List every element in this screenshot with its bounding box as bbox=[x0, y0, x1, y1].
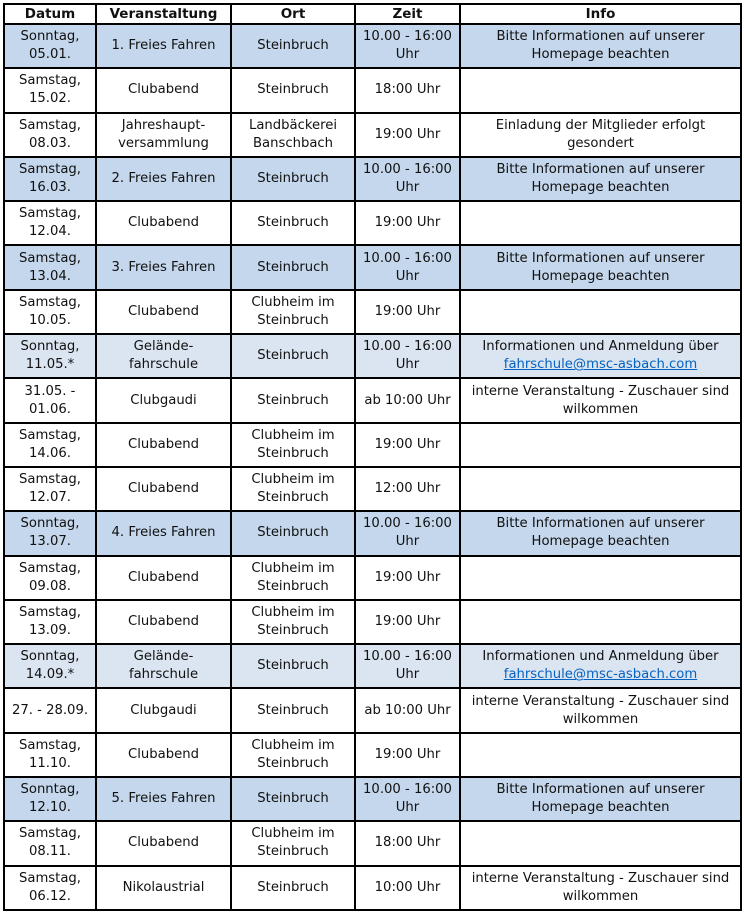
info-text: Informationen und Anmeldung über bbox=[482, 339, 719, 355]
ort-cell bbox=[231, 556, 355, 600]
datum-text: 15.02. bbox=[29, 91, 71, 107]
veranstaltung-cell bbox=[96, 113, 231, 157]
zeit-text: 12:00 Uhr bbox=[374, 481, 441, 497]
datum-text: 13.04. bbox=[29, 268, 71, 284]
ort-cell bbox=[231, 821, 355, 865]
datum-text: Samstag, bbox=[19, 427, 81, 443]
table-row bbox=[4, 290, 741, 334]
datum-cell bbox=[4, 866, 96, 910]
table-row bbox=[4, 68, 741, 112]
veranstaltung-text: Jahreshaupt- bbox=[121, 117, 206, 133]
zeit-cell bbox=[355, 378, 460, 422]
veranstaltung-text: Clubabend bbox=[128, 835, 199, 851]
zeit-cell bbox=[355, 866, 460, 910]
info-cell bbox=[460, 24, 741, 68]
datum-cell bbox=[4, 644, 96, 688]
datum-text: 05.01. bbox=[29, 47, 71, 63]
info-text: Bitte Informationen auf unserer bbox=[496, 782, 705, 798]
table-row bbox=[4, 733, 741, 777]
veranstaltung-cell bbox=[96, 733, 231, 777]
event-rows bbox=[4, 24, 741, 910]
header-info: Info bbox=[460, 4, 741, 24]
veranstaltung-text: 2. Freies Fahren bbox=[111, 171, 216, 187]
header-row bbox=[4, 4, 741, 24]
zeit-cell bbox=[355, 201, 460, 245]
ort-cell bbox=[231, 378, 355, 422]
veranstaltung-text: Clubabend bbox=[128, 614, 199, 629]
info-text: interne Veranstaltung - Zuschauer sind bbox=[471, 870, 730, 886]
table-row bbox=[4, 201, 741, 245]
zeit-text: 18:00 Uhr bbox=[374, 835, 441, 851]
info-cell bbox=[460, 600, 741, 644]
info-cell bbox=[460, 68, 741, 112]
datum-text: 08.03. bbox=[29, 135, 71, 151]
info-cell bbox=[460, 157, 741, 201]
zeit-cell bbox=[355, 600, 460, 644]
datum-text: Sonntag, bbox=[20, 29, 80, 45]
info-text: Homepage beachten bbox=[531, 534, 670, 550]
ort-text: Clubheim im bbox=[251, 560, 335, 576]
datum-text: 27. - 28.09. bbox=[11, 702, 89, 718]
zeit-cell bbox=[355, 467, 460, 511]
table-row bbox=[4, 688, 741, 732]
datum-text: 16.03. bbox=[29, 180, 71, 196]
datum-text: 31.05. - bbox=[24, 383, 76, 399]
zeit-text: 10.00 - 16:00 bbox=[363, 782, 452, 798]
zeit-text: ab 10:00 Uhr bbox=[364, 702, 451, 718]
datum-cell bbox=[4, 24, 96, 68]
veranstaltung-text: Clubabend bbox=[128, 82, 199, 98]
ort-cell bbox=[231, 334, 355, 378]
datum-cell bbox=[4, 290, 96, 334]
info-text: Informationen und Anmeldung über bbox=[482, 649, 719, 665]
ort-text: Steinbruch bbox=[257, 82, 329, 98]
ort-text: Steinbruch bbox=[257, 623, 329, 638]
ort-text: Clubheim im bbox=[251, 472, 335, 488]
table-row bbox=[4, 423, 741, 467]
info-cell bbox=[460, 245, 741, 289]
zeit-text: ab 10:00 Uhr bbox=[364, 392, 451, 408]
datum-cell bbox=[4, 423, 96, 467]
ort-cell bbox=[231, 201, 355, 245]
veranstaltung-cell bbox=[96, 157, 231, 201]
ort-cell bbox=[231, 245, 355, 289]
veranstaltung-cell bbox=[96, 423, 231, 467]
datum-cell bbox=[4, 113, 96, 157]
zeit-cell bbox=[355, 290, 460, 334]
info-text: Homepage beachten bbox=[531, 47, 670, 63]
ort-text: Steinbruch bbox=[257, 658, 329, 674]
datum-text: Samstag, bbox=[19, 117, 81, 133]
datum-cell bbox=[4, 777, 96, 821]
info-cell bbox=[460, 290, 741, 334]
veranstaltung-cell bbox=[96, 688, 231, 732]
info-text: Bitte Informationen auf unserer bbox=[496, 162, 705, 178]
veranstaltung-cell bbox=[96, 290, 231, 334]
ort-cell bbox=[231, 600, 355, 644]
ort-text: Steinbruch bbox=[257, 578, 329, 594]
veranstaltung-text: Clubgaudi bbox=[130, 702, 197, 718]
datum-text: 14.06. bbox=[29, 445, 71, 461]
table-row bbox=[4, 245, 741, 289]
info-text: Bitte Informationen auf unserer bbox=[496, 250, 705, 266]
table-row bbox=[4, 821, 741, 865]
zeit-text: 19:00 Uhr bbox=[374, 126, 441, 142]
table-row bbox=[4, 334, 741, 378]
veranstaltung-text: 1. Freies Fahren bbox=[111, 38, 216, 54]
table-row bbox=[4, 866, 741, 910]
zeit-text: 19:00 Uhr bbox=[374, 746, 441, 762]
info-cell bbox=[460, 334, 741, 378]
table-row bbox=[4, 644, 741, 688]
datum-text: Sonntag, bbox=[20, 782, 80, 798]
info-text: wilkommen bbox=[562, 711, 639, 727]
datum-text: Samstag, bbox=[19, 472, 81, 488]
ort-cell bbox=[231, 511, 355, 555]
veranstaltung-text: Clubabend bbox=[128, 746, 199, 762]
datum-cell bbox=[4, 511, 96, 555]
ort-cell bbox=[231, 423, 355, 467]
zeit-text: 19:00 Uhr bbox=[374, 569, 441, 585]
veranstaltung-cell bbox=[96, 245, 231, 289]
datum-text: Samstag, bbox=[19, 560, 81, 576]
ort-text: Steinbruch bbox=[257, 791, 329, 807]
zeit-cell bbox=[355, 24, 460, 68]
zeit-text: 10.00 - 16:00 bbox=[363, 162, 452, 178]
info-text: interne Veranstaltung - Zuschauer sind bbox=[471, 693, 730, 709]
ort-text: Steinbruch bbox=[257, 844, 329, 860]
datum-cell bbox=[4, 157, 96, 201]
info-cell bbox=[460, 378, 741, 422]
ort-text: Steinbruch bbox=[257, 490, 329, 506]
zeit-text: 10.00 - 16:00 bbox=[363, 339, 452, 355]
zeit-cell bbox=[355, 511, 460, 555]
zeit-cell bbox=[355, 157, 460, 201]
zeit-text: 10.00 - 16:00 bbox=[363, 29, 452, 45]
info-cell bbox=[460, 201, 741, 245]
zeit-text: Uhr bbox=[395, 800, 420, 816]
zeit-cell bbox=[355, 821, 460, 865]
datum-text: 06.12. bbox=[29, 888, 71, 904]
zeit-text: 10.00 - 16:00 bbox=[363, 250, 452, 266]
datum-cell bbox=[4, 201, 96, 245]
ort-cell bbox=[231, 866, 355, 910]
info-cell bbox=[460, 511, 741, 555]
table-row bbox=[4, 600, 741, 644]
ort-text: Steinbruch bbox=[257, 215, 329, 231]
zeit-cell bbox=[355, 644, 460, 688]
datum-text: Samstag, bbox=[19, 162, 81, 178]
ort-text: Clubheim im bbox=[251, 605, 335, 620]
veranstaltung-cell bbox=[96, 467, 231, 511]
veranstaltung-text: Clubabend bbox=[128, 569, 199, 585]
ort-cell bbox=[231, 68, 355, 112]
ort-text: Landbäckerei bbox=[248, 117, 338, 133]
zeit-text: 10.00 - 16:00 bbox=[363, 516, 452, 532]
table-row bbox=[4, 378, 741, 422]
veranstaltung-cell bbox=[96, 644, 231, 688]
table-row bbox=[4, 777, 741, 821]
datum-text: Samstag, bbox=[19, 826, 81, 842]
datum-text: Samstag, bbox=[19, 250, 81, 266]
info-cell bbox=[460, 777, 741, 821]
veranstaltung-text: Gelände- bbox=[133, 339, 194, 355]
info-text: Homepage beachten bbox=[531, 180, 670, 196]
ort-cell bbox=[231, 290, 355, 334]
veranstaltung-cell bbox=[96, 556, 231, 600]
datum-cell bbox=[4, 733, 96, 777]
veranstaltung-cell bbox=[96, 24, 231, 68]
event-schedule-table bbox=[3, 3, 742, 911]
ort-text: Steinbruch bbox=[257, 702, 329, 718]
ort-text: Banschbach bbox=[252, 135, 334, 151]
info-text: Homepage beachten bbox=[531, 268, 670, 284]
ort-cell bbox=[231, 733, 355, 777]
datum-text: Samstag, bbox=[19, 294, 81, 310]
veranstaltung-cell bbox=[96, 68, 231, 112]
ort-text: Steinbruch bbox=[257, 348, 329, 364]
ort-text: Steinbruch bbox=[257, 445, 329, 461]
ort-text: Clubheim im bbox=[251, 427, 335, 443]
email-link[interactable]: fahrschule@msc-asbach.com bbox=[503, 357, 698, 373]
zeit-cell bbox=[355, 777, 460, 821]
veranstaltung-text: 3. Freies Fahren bbox=[111, 259, 216, 275]
zeit-text: Uhr bbox=[395, 357, 420, 373]
ort-cell bbox=[231, 24, 355, 68]
datum-cell bbox=[4, 245, 96, 289]
info-text: interne Veranstaltung - Zuschauer sind bbox=[471, 383, 730, 399]
ort-text: Steinbruch bbox=[257, 525, 329, 541]
header-datum: Datum bbox=[4, 4, 96, 24]
datum-cell bbox=[4, 467, 96, 511]
zeit-text: 10:00 Uhr bbox=[374, 879, 441, 895]
header-zeit: Zeit bbox=[355, 4, 460, 24]
ort-cell bbox=[231, 467, 355, 511]
datum-text: 13.07. bbox=[29, 534, 71, 550]
datum-text: 01.06. bbox=[29, 401, 71, 417]
datum-text: 12.04. bbox=[29, 224, 71, 240]
veranstaltung-text: versammlung bbox=[118, 135, 209, 151]
zeit-text: 19:00 Uhr bbox=[374, 303, 441, 319]
info-cell bbox=[460, 688, 741, 732]
datum-cell bbox=[4, 68, 96, 112]
info-cell bbox=[460, 733, 741, 777]
zeit-cell bbox=[355, 245, 460, 289]
veranstaltung-text: Clubabend bbox=[128, 481, 199, 497]
datum-text: 08.11. bbox=[29, 844, 71, 860]
ort-cell bbox=[231, 113, 355, 157]
ort-cell bbox=[231, 688, 355, 732]
ort-cell bbox=[231, 157, 355, 201]
veranstaltung-cell bbox=[96, 866, 231, 910]
zeit-cell bbox=[355, 556, 460, 600]
datum-text: Samstag, bbox=[19, 605, 81, 620]
ort-cell bbox=[231, 777, 355, 821]
info-cell bbox=[460, 423, 741, 467]
veranstaltung-text: 5. Freies Fahren bbox=[111, 791, 216, 807]
veranstaltung-text: fahrschule bbox=[128, 357, 199, 373]
veranstaltung-cell bbox=[96, 511, 231, 555]
zeit-text: 19:00 Uhr bbox=[374, 614, 441, 629]
veranstaltung-text: Clubabend bbox=[128, 215, 199, 231]
ort-text: Steinbruch bbox=[257, 38, 329, 54]
info-text: wilkommen bbox=[562, 888, 639, 904]
info-text: Bitte Informationen auf unserer bbox=[496, 29, 705, 45]
table-row bbox=[4, 556, 741, 600]
datum-text: Samstag, bbox=[19, 206, 81, 222]
datum-text: Sonntag, bbox=[20, 649, 80, 665]
table-row bbox=[4, 113, 741, 157]
table-row bbox=[4, 511, 741, 555]
table-row bbox=[4, 467, 741, 511]
header-ort: Ort bbox=[231, 4, 355, 24]
datum-cell bbox=[4, 334, 96, 378]
datum-cell bbox=[4, 378, 96, 422]
info-text: Bitte Informationen auf unserer bbox=[496, 516, 705, 532]
info-text: wilkommen bbox=[562, 401, 639, 417]
ort-text: Steinbruch bbox=[257, 171, 329, 187]
zeit-text: Uhr bbox=[395, 180, 420, 196]
veranstaltung-cell bbox=[96, 600, 231, 644]
veranstaltung-cell bbox=[96, 201, 231, 245]
info-cell bbox=[460, 556, 741, 600]
zeit-text: Uhr bbox=[395, 534, 420, 550]
datum-text: 12.10. bbox=[29, 800, 71, 816]
zeit-cell bbox=[355, 733, 460, 777]
zeit-text: Uhr bbox=[395, 47, 420, 63]
datum-text: 11.10. bbox=[29, 755, 71, 771]
ort-text: Clubheim im bbox=[251, 294, 335, 310]
datum-cell bbox=[4, 821, 96, 865]
datum-text: Samstag, bbox=[19, 73, 81, 89]
veranstaltung-text: Clubabend bbox=[128, 436, 199, 452]
info-text: gesondert bbox=[567, 135, 634, 151]
datum-text: 09.08. bbox=[29, 578, 71, 594]
info-text: Homepage beachten bbox=[531, 800, 670, 816]
ort-text: Steinbruch bbox=[257, 259, 329, 275]
info-cell bbox=[460, 644, 741, 688]
info-cell bbox=[460, 113, 741, 157]
veranstaltung-text: Clubabend bbox=[128, 303, 199, 319]
datum-text: Sonntag, bbox=[20, 339, 80, 355]
email-link[interactable]: fahrschule@msc-asbach.com bbox=[503, 667, 698, 683]
zeit-cell bbox=[355, 68, 460, 112]
zeit-cell bbox=[355, 334, 460, 378]
zeit-text: 19:00 Uhr bbox=[374, 215, 441, 231]
info-cell bbox=[460, 821, 741, 865]
zeit-cell bbox=[355, 688, 460, 732]
table-row bbox=[4, 24, 741, 68]
veranstaltung-text: Gelände- bbox=[133, 649, 194, 665]
zeit-text: 18:00 Uhr bbox=[374, 82, 441, 98]
zeit-text: Uhr bbox=[395, 667, 420, 683]
datum-text: Samstag, bbox=[19, 870, 81, 886]
zeit-text: 19:00 Uhr bbox=[374, 436, 441, 452]
zeit-text: 10.00 - 16:00 bbox=[363, 649, 452, 665]
datum-text: 12.07. bbox=[29, 490, 71, 506]
table-row bbox=[4, 157, 741, 201]
info-cell bbox=[460, 467, 741, 511]
datum-text: 11.05.* bbox=[25, 357, 75, 373]
zeit-cell bbox=[355, 113, 460, 157]
datum-cell bbox=[4, 688, 96, 732]
veranstaltung-text: 4. Freies Fahren bbox=[111, 525, 216, 541]
ort-text: Clubheim im bbox=[251, 826, 335, 842]
datum-text: 14.09.* bbox=[25, 667, 75, 683]
info-cell bbox=[460, 866, 741, 910]
veranstaltung-cell bbox=[96, 334, 231, 378]
datum-text: 10.05. bbox=[29, 312, 71, 328]
ort-text: Steinbruch bbox=[257, 755, 329, 771]
veranstaltung-cell bbox=[96, 821, 231, 865]
veranstaltung-text: Clubgaudi bbox=[130, 392, 197, 408]
veranstaltung-cell bbox=[96, 378, 231, 422]
ort-text: Steinbruch bbox=[257, 392, 329, 408]
info-text: Einladung der Mitglieder erfolgt bbox=[495, 117, 706, 133]
datum-cell bbox=[4, 600, 96, 644]
veranstaltung-text: fahrschule bbox=[128, 667, 199, 683]
ort-text: Steinbruch bbox=[257, 312, 329, 328]
header-veranstaltung: Veranstaltung bbox=[96, 4, 231, 24]
datum-text: Sonntag, bbox=[20, 516, 80, 532]
ort-text: Steinbruch bbox=[257, 879, 329, 895]
veranstaltung-text: Nikolaustrial bbox=[122, 879, 205, 895]
datum-text: Samstag, bbox=[19, 737, 81, 753]
datum-text: 13.09. bbox=[29, 623, 71, 638]
datum-cell bbox=[4, 556, 96, 600]
veranstaltung-cell bbox=[96, 777, 231, 821]
zeit-cell bbox=[355, 423, 460, 467]
zeit-text: Uhr bbox=[395, 268, 420, 284]
ort-text: Clubheim im bbox=[251, 737, 335, 753]
ort-cell bbox=[231, 644, 355, 688]
